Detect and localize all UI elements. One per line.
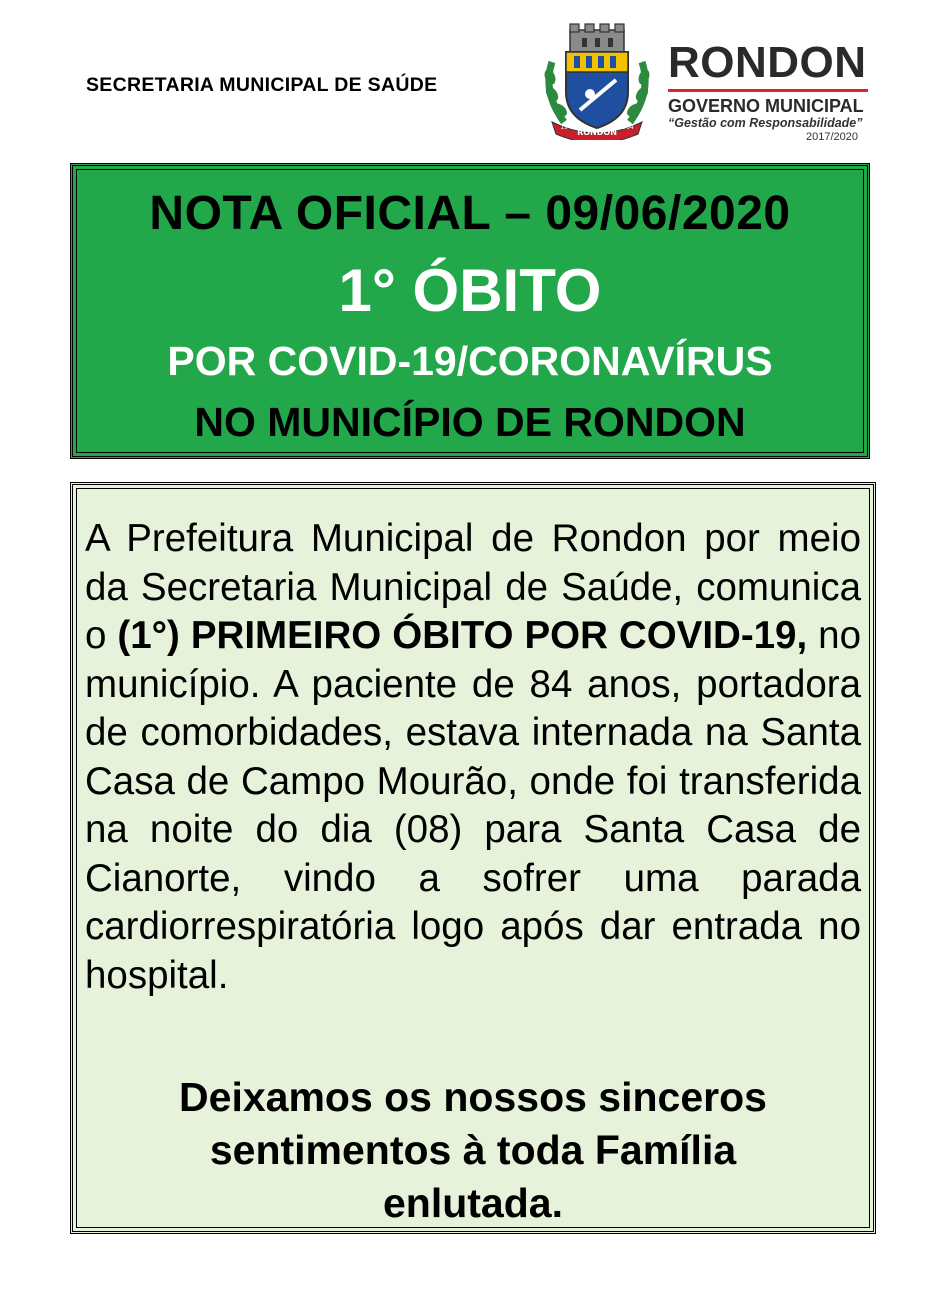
department-title: SECRETARIA MUNICIPAL DE SAÚDE	[86, 74, 438, 96]
svg-text:RONDON: RONDON	[577, 128, 617, 137]
notice-location: NO MUNICÍPIO DE RONDON	[194, 399, 746, 445]
svg-text:1964: 1964	[618, 124, 634, 131]
official-notice-banner	[70, 163, 870, 459]
brand-subtitle: GOVERNO MUNICIPAL	[668, 96, 864, 116]
brand-divider	[668, 89, 868, 92]
notice-paragraph	[85, 515, 861, 1000]
brand-motto: “Gestão com Responsabilidade”	[668, 116, 863, 130]
municipal-brand	[668, 40, 872, 144]
paragraph-intro: A Prefeitura Municipal de Rondon por meio da Secretaria Municipal de Saúde, comunica o	[85, 517, 861, 657]
paragraph-highlight: (1°) PRIMEIRO ÓBITO POR COVID-19,	[117, 614, 808, 657]
notice-headline: 1° ÓBITO	[338, 257, 602, 324]
brand-name: RONDON	[668, 38, 867, 87]
brand-years: 2017/2020	[806, 131, 858, 143]
condolence-line-2: sentimentos à toda Família	[209, 1127, 737, 1173]
notice-body	[70, 482, 876, 1234]
condolence-line-3: enlutada.	[383, 1180, 563, 1226]
paragraph-details: no município. A paciente de 84 anos, portadora de comorbidades, estava internada na Santa Casa de Campo Mourão, onde foi transferida na noite do dia (08) para Santa Casa de Cianorte, vindo a sofrer uma parada cardiorrespiratória logo após dar entrada no hospital.	[85, 614, 861, 997]
condolence-message	[73, 1071, 873, 1230]
condolence-line-1: Deixamos os nossos sinceros	[179, 1074, 767, 1120]
coat-of-arms-icon	[538, 22, 656, 140]
notice-title: NOTA OFICIAL – 09/06/2020	[149, 187, 791, 240]
notice-subheadline: POR COVID-19/CORONAVÍRUS	[167, 338, 773, 384]
svg-text:1940: 1940	[560, 124, 576, 131]
